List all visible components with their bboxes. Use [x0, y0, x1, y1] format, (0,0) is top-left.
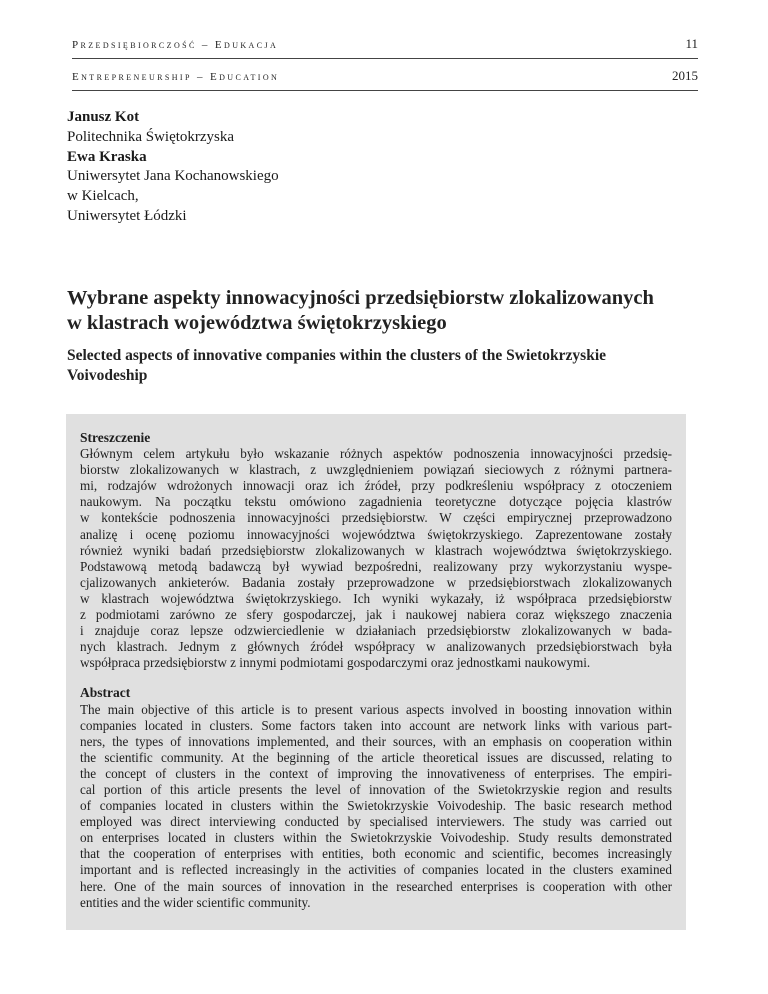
article-title-pl — [67, 286, 707, 336]
title-line: w klastrach województwa świętokrzyskiego — [67, 312, 447, 334]
text-line: the scientific community. At the beginning of the article theoretical issues are discussed, relating to — [80, 749, 672, 765]
text-line: cjalizowanych ankieterów. Badania zostały przeprowadzone w przedsiębiorstwach zlokalizowanych — [80, 574, 672, 590]
title-line: Voivodeship — [67, 367, 148, 384]
author-name: Janusz Kot — [67, 109, 140, 125]
text-line: mi, rodzajów wdrożonych innowacji oraz ich źródeł, przy podkreśleniu współpracy z otoczeniem — [80, 478, 672, 494]
running-header-pl — [72, 36, 698, 52]
streszczenie-text — [80, 446, 672, 671]
text-line: analizę i ocenę poziomu innowacyjności województwa świętokrzyskiego. Zaprezentowane zostały — [80, 526, 672, 542]
text-line: biorstw zlokalizowanych w klastrach, z uwzględnieniem powiązań sieciowych z różnymi partnera- — [80, 462, 672, 478]
text-line: ners, the types of innovations implemented, and their sources, with an emphasis on cooperation within — [80, 733, 672, 749]
text-line: naukowym. Na początku tekstu omówiono zagadnienia teoretyczne dotyczące pojęcia klastrów — [80, 494, 672, 510]
text-line: The main objective of this article is to present various aspects involved in boosting innovation within — [80, 701, 672, 717]
text-line: important and is reflected increasingly in the activities of companies located in the clusters examined — [80, 862, 672, 878]
issue-number: 11 — [685, 36, 698, 51]
text-line: Głównym celem artykułu było wskazanie różnych aspektów podnoszenia innowacyjności przedsię- — [80, 446, 672, 462]
text-line: here. One of the main sources of innovation in the researched enterprises is cooperation with other — [80, 878, 672, 894]
text-line: employed was direct interviewing conducted by specialised interviewers. The study was carried out — [80, 814, 672, 830]
text-line: współpraca przedsiębiorstw z innymi podmiotami gospodarczymi oraz jednostkami naukowymi. — [80, 655, 591, 671]
abstract-text — [80, 702, 672, 911]
text-line: z podmiotami zarówno ze sfery gospodarczej, jak i naukowej nabiera coraz większego znaczenia — [80, 607, 672, 623]
text-line: companies located in clusters. Some factors taken into account are network links with various part- — [80, 717, 672, 733]
author-affiliation: Politechnika Świętokrzyska — [67, 128, 235, 145]
abstract-heading: Abstract — [80, 685, 131, 701]
running-header-en — [72, 68, 698, 84]
text-line: nych klastrach. Jednym z głównych źródeł współpracy w analizowanych przedsiębiorstwach była — [80, 639, 672, 655]
author-affiliation: Uniwersytet Jana Kochanowskiego — [67, 168, 279, 185]
text-line: w kontekście podnoszenia innowacyjności przedsiębiorstw. W części empirycznej przeprowadzono — [80, 510, 672, 526]
text-line: cal portion of this article presents the level of innovation of the Swietokrzyskie region and results — [80, 781, 672, 797]
text-line: of companies located in clusters within the Swietokrzyskie Voivodeship. The basic research method — [80, 798, 672, 814]
text-line: the concept of clusters in the context of improving the innovativeness of enterprises. The empiri- — [80, 765, 672, 781]
title-line: Selected aspects of innovative companies within the clusters of the Swietokrzyskie — [67, 347, 607, 364]
text-line: Podstawową metodą badawczą był wywiad bezpośredni, realizowany przy wykorzystaniu wyspe- — [80, 558, 672, 574]
journal-name-en: Entrepreneurship – Education — [72, 71, 280, 83]
text-line: również wyniki badań przedsiębiorstw zlokalizowanych w klastrach województwa świętokrzyskiego. — [80, 542, 672, 558]
text-line: w klastrach województwa świętokrzyskiego. Ich wyniki wykazały, iż współpraca przedsiębiorstw — [80, 590, 672, 606]
header-divider — [72, 90, 698, 91]
title-line: Wybrane aspekty innowacyjności przedsiębiorstw zlokalizowanych — [67, 287, 654, 309]
author-block — [67, 108, 279, 227]
text-line: i znajduje coraz lepsze odzwierciedlenie w działaniach przedsiębiorstw zlokalizowanych w bada- — [80, 623, 672, 639]
abstract-box — [66, 414, 686, 930]
text-line: that the cooperation of enterprises with entities, both economic and scientific, becomes increasingly — [80, 846, 672, 862]
header-divider — [72, 58, 698, 59]
abstract-content — [80, 430, 672, 911]
author-affiliation: w Kielcach, — [67, 188, 139, 205]
author-name: Ewa Kraska — [67, 148, 147, 165]
text-line: entities and the wider scientific community. — [80, 894, 311, 910]
issue-year: 2015 — [672, 68, 698, 83]
text-line: on enterprises located in clusters within the Swietokrzyskie Voivodeship. Study results demonstrated — [80, 830, 672, 846]
streszczenie-heading: Streszczenie — [80, 430, 151, 445]
author-affiliation: Uniwersytet Łódzki — [67, 207, 187, 224]
article-title-en — [67, 346, 707, 386]
journal-name-pl: Przedsiębiorczość – Edukacja — [72, 39, 279, 51]
